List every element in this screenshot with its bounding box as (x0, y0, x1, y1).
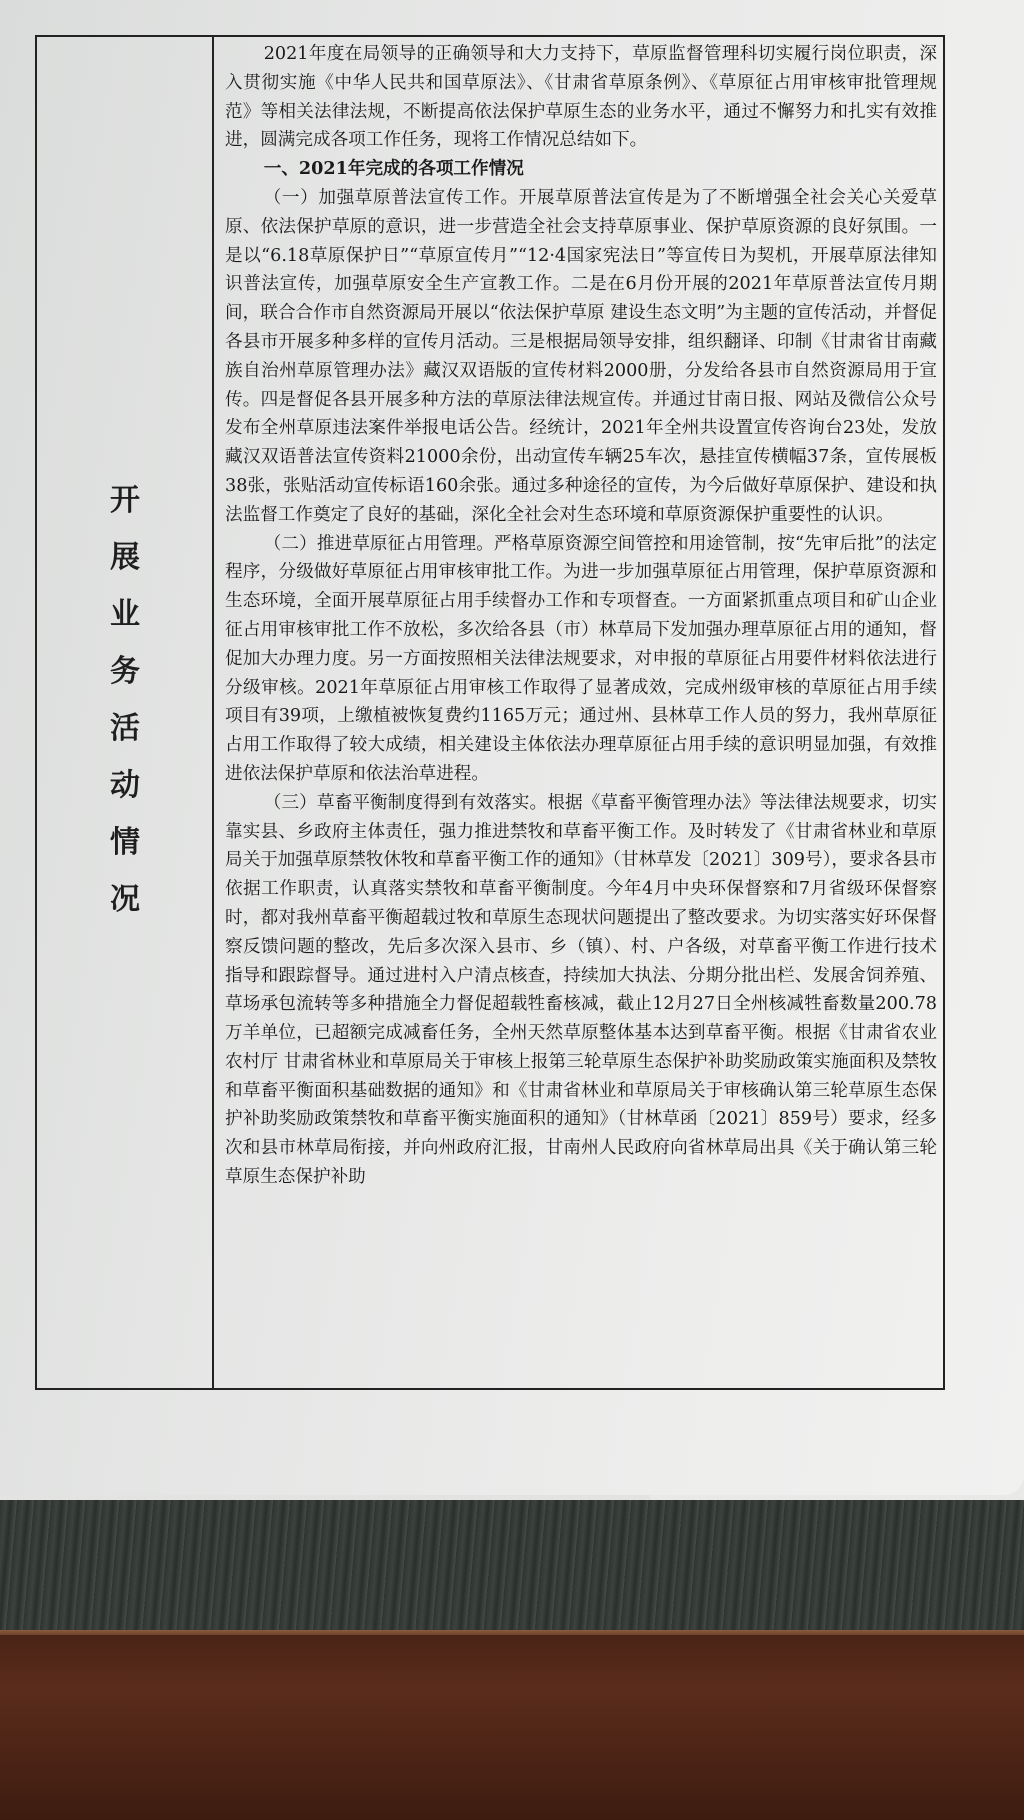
row-label-char: 活 (110, 711, 140, 746)
row-label (95, 472, 155, 928)
row-label-char: 展 (110, 540, 140, 575)
section-heading: 一、2021年完成的各项工作情况 (263, 158, 524, 180)
row-label-char: 开 (110, 483, 140, 518)
section-2-paragraph: （二）推进草原征占用管理。严格草原资源空间管控和用途管制，按“先审后批”的法定程序，分级做好草原征占用审核审批工作。为进一步加强草原征占用管理，保护草原资源和生态环境，全面开展草原征占用手续督办工作和专项督查。一方面紧抓重点项目和矿山企业征占用审核审批工作不放松，多次给各县（市）林草局下发加强办理草原征占用的通知，督促加大办理力度。另一方面按照相关法律法规要求，对申报的草原征占用要件材料依法进行分级审核。2021年草原征占用审核工作取得了显著成效，完成州级审核的草原征占用手续项目有39项，上缴植被恢复费约1165万元；通过州、县林草工作人员的努力，我州草原征占用工作取得了较大成绩，相关建设主体依法办理草原征占用手续的意识明显加强，有效推进依法保护草原和依法治草进程。 (225, 533, 937, 784)
row-label-char: 动 (110, 768, 140, 803)
column-divider (212, 35, 214, 1390)
row-label-char: 业 (110, 597, 140, 632)
section-3-paragraph: （三）草畜平衡制度得到有效落实。根据《草畜平衡管理办法》等法律法规要求，切实靠实县、乡政府主体责任，强力推进禁牧和草畜平衡工作。及时转发了《甘肃省林业和草原局关于加强草原禁牧休牧和草畜平衡工作的通知》（甘林草发〔2021〕309号），要求各县市依据工作职责，认真落实禁牧和草畜平衡制度。今年4月中央环保督察和7月省级环保督察时，都对我州草畜平衡超载过牧和草原生态现状问题提出了整改要求。为切实落实好环保督察反馈问题的整改，先后多次深入县市、乡（镇）、村、户各级，对草畜平衡工作进行技术指导和跟踪督导。通过进村入户清点核查，持续加大执法、分期分批出栏、发展舍饲养殖、草场承包流转等多种措施全力督促超载牲畜核减，截止12月27日全州核减牲畜数量200.78万羊单位，已超额完成减畜任务，全州天然草原整体基本达到草畜平衡。根据《甘肃省农业农村厅 甘肃省林业和草原局关于审核上报第三轮草原生态保护补助奖励政策实施面积及禁牧和草畜平衡面积基础数据的通知》和《甘肃省林业和草原局关于审核确认第三轮草原生态保护补助奖励政策禁牧和草畜平衡实施面积的通知》（甘林草函〔2021〕859号）要求，经多次和县市林草局衔接，并向州政府汇报，甘南州人民政府向省林草局出具《关于确认第三轮草原生态保护补助 (225, 792, 937, 1188)
report-content (225, 40, 937, 1192)
row-label-char: 务 (110, 654, 140, 689)
row-label-char: 况 (110, 882, 140, 917)
intro-paragraph: 2021年度在局领导的正确领导和大力支持下，草原监督管理科切实履行岗位职责，深入贯彻实施《中华人民共和国草原法》、《甘肃省草原条例》、《草原征占用审核审批管理规范》等相关法律法规，不断提高依法保护草原生态的业务水平，通过不懈努力和扎实有效推进，圆满完成各项工作任务，现将工作情况总结如下。 (225, 44, 937, 151)
desk-surface (0, 1635, 1024, 1820)
floor-background (0, 1500, 1024, 1640)
row-label-char: 情 (110, 825, 140, 860)
section-1-paragraph: （一）加强草原普法宣传工作。开展草原普法宣传是为了不断增强全社会关心关爱草原、依法保护草原的意识，进一步营造全社会支持草原事业、保护草原资源的良好氛围。一是以“6.18草原保护日”“草原宣传月”“12·4国家宪法日”等宣传日为契机，开展草原法律知识普法宣传，加强草原安全生产宣教工作。二是在6月份开展的2021年草原普法宣传月期间，联合合作市自然资源局开展以“依法保护草原 建设生态文明”为主题的宣传活动，并督促各县市开展多种多样的宣传月活动。三是根据局领导安排，组织翻译、印制《甘肃省甘南藏族自治州草原管理办法》藏汉双语版的宣传材料2000册，分发给各县市自然资源局用于宣传。四是督促各县开展多种方法的草原法律法规宣传。并通过甘南日报、网站及微信公众号发布全州草原违法案件举报电话公告。经统计，2021年全州共设置宣传咨询台23处，发放藏汉双语普法宣传资料21000余份，出动宣传车辆25车次，悬挂宣传横幅37条，宣传展板38张，张贴活动宣传标语160余张。通过多种途径的宣传，为今后做好草原保护、建设和执法监督工作奠定了良好的基础，深化全社会对生态环境和草原资源保护重要性的认识。 (225, 187, 937, 525)
